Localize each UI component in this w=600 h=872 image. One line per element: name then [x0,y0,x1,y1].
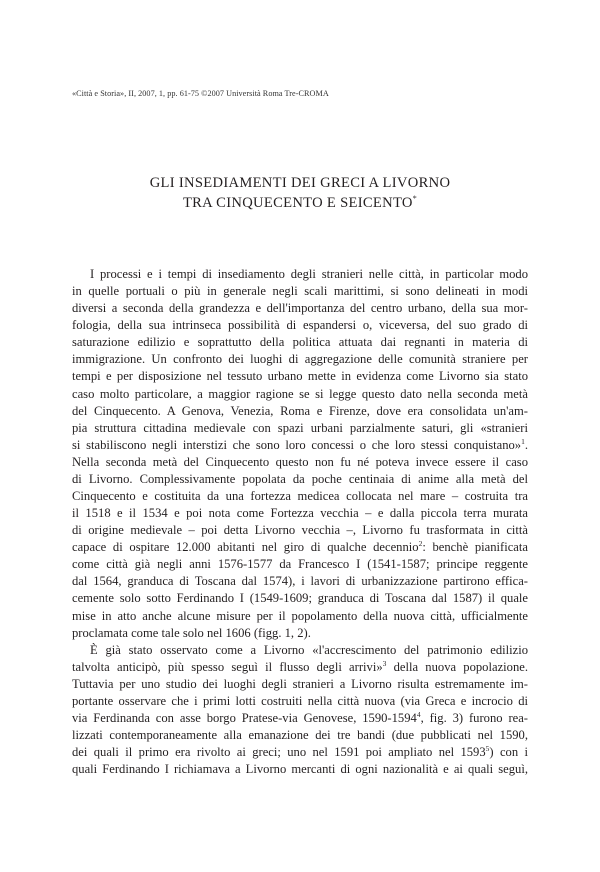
body-line [72,642,528,659]
body-line [72,317,528,334]
body-line-text: saturazione edilizio e soprattutto della politica attuata dai regnanti in materia di [72,335,528,350]
body-line-text: di Livorno. Complessivamente popolata da poche centinaia di anime alla metà del [72,471,528,486]
body-line [72,437,528,454]
running-head-citation: «Città e Storia», II, 2007, 1, pp. 61-75 ©2007 Università Roma Tre-CROMA [72,89,329,98]
body-line-text-after-note: , fig. 3) furono rea- [420,711,529,726]
body-line-text: talvolta anticipò, più spesso seguì il flusso degli arrivi» [72,659,383,674]
body-line [72,300,528,317]
body-line [72,522,528,539]
body-line-text: diversi a seconda della grandezza e dell'importanza del centro urbano, della sua mor- [72,301,528,316]
body-line-text: dei quali il primo era rivolto ai greci; uno nel 1591 poi ampliato nel 1593 [72,745,486,760]
body-line-text: tempi e per disposizione nel tessuto urbano mette in evidenza come Livorno sia stato [72,369,528,384]
body-line-text: via Ferdinanda con asse borgo Pratese-via Genovese, 1590-1594 [72,711,417,726]
body-line-text: mise in atto anche alcune misure per il popolamento della nuova città, ufficialmente [72,608,528,623]
body-line [72,368,528,385]
body-line-text: capace di ospitare 12.000 abitanti nel giro di qualche decennio [72,540,419,555]
body-line [72,761,528,778]
body-line-text-after-note: ) con i [489,745,528,760]
body-line [72,539,528,556]
body-line [72,727,528,744]
body-line [72,351,528,368]
body-line [72,573,528,590]
body-line-text: Tuttavia per uno studio dei luoghi degli stranieri a Livorno risulta estremamente im- [72,676,528,691]
body-line [72,608,528,625]
body-line [72,454,528,471]
body-line [72,659,528,676]
body-line-text: I processi e i tempi di insediamento degli stranieri nelle città, in particolar modo [90,267,528,281]
body-line-text: quali Ferdinando I richiamava a Livorno mercanti di ogni nazionalità e ai quali seguì, [72,762,528,777]
body-line-text: portante osservare che i primi lotti costruiti nella città nuova (via Greca e incrocio di [72,693,528,708]
body-line-text: immigrazione. Un confronto dei luoghi di aggregazione delle comunità straniere per [72,352,528,367]
body-line-text: del Cinquecento. A Genova, Venezia, Roma e Firenze, dove era consolidata un'am- [72,403,528,418]
body-line [72,283,528,300]
footnote-reference: 2 [418,539,423,549]
body-line [72,266,528,283]
body-line [72,676,528,693]
title-line-2 [72,193,528,213]
footnote-reference: 3 [382,658,387,668]
body-line [72,590,528,607]
body-line-text: cemente solo sotto Ferdinando I (1549-1609; granduca di Toscana dal 1587) il quale [72,591,528,606]
body-line-text: proclamata come tale solo nel 1606 (figg. 1, 2). [72,625,311,640]
body-line-text: È già stato osservato come a Livorno «l'accrescimento del patrimonio edilizio [90,642,528,657]
title-line-1: GLI INSEDIAMENTI DEI GRECI A LIVORNO [149,175,451,191]
title-footnote-mark: * [412,194,418,204]
body-line-text: caso molto particolare, a maggior ragione se si legge questo dato nella seconda metà [72,386,528,401]
footnote-reference: 1 [521,436,525,446]
body-line-text: il 1518 e il 1534 e poi nota come Fortezza vecchia – e dalla piccola terra murata [72,506,528,521]
body-line [72,693,528,710]
body-line-text: pia struttura cittadina medievale con spazi urbani parzialmente saturi, gli «stranieri [72,420,528,435]
body-line-text: dal 1564, granduca di Toscana dal 1574), i lavori di urbanizzazione partirono effica- [72,574,528,589]
body-line-text: in quelle portuali o più in generale negli scali marittimi, si sono delineati in modi [72,284,528,299]
body-line-text-after-note: . [524,437,528,452]
body-line-text: come città già negli anni 1576-1577 da Francesco I (1541-1587; principe reggente [72,557,528,572]
body-line-text-after-note: : benchè pianificata [422,540,528,555]
body-line [72,334,528,351]
body-line [72,710,528,727]
title-line-2-text: TRA CINQUECENTO E SEICENTO [182,195,413,211]
footnote-reference: 5 [485,744,490,753]
body-line-text: Nella seconda metà del Cinquecento questo non fu né poteva invece essere il caso [72,454,528,469]
body-line [72,505,528,522]
body-line-text: fologia, della sua intrinseca possibilità di espandersi o, viceversa, del suo grado di [72,318,528,333]
body-line-text-after-note: della nuova popolazione. [386,659,528,674]
body-line-text: di origine medievale – poi detta Livorno vecchia –, Livorno fu trasformata in città [72,523,528,538]
footnote-reference: 4 [416,709,421,719]
body-line-text: Cinquecento e costituita da una fortezza medicea collocata nel mare – costruita tra [72,489,528,504]
body-line-text: si stabiliscono negli interstizi che sono loro concessi o che loro stessi conquistano» [72,437,522,452]
body-line [72,488,528,505]
body-text [72,266,528,778]
body-line-text: lizzati contemporaneamente alla emanazione dei tre bandi (due pubblicati nel 1590, [72,728,528,743]
article-title [72,173,528,213]
body-line [72,744,528,761]
body-line [72,471,528,488]
body-line [72,420,528,437]
body-line [72,556,528,573]
body-line [72,403,528,420]
body-line [72,386,528,403]
body-line [72,625,528,642]
